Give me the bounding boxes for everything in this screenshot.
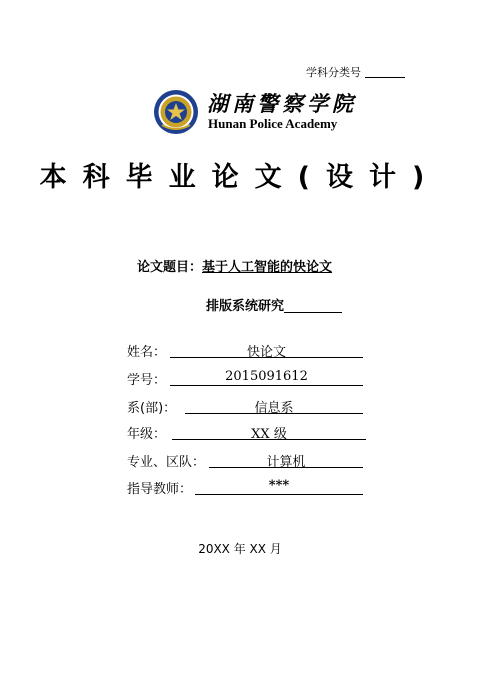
field-student-id-value: 2015091612 [170, 369, 363, 386]
topic-underline [284, 312, 342, 313]
topic-row-2 [206, 295, 342, 314]
field-department-label: 系(部)： [127, 401, 177, 416]
field-advisor [127, 478, 290, 497]
topic-line2: 排版系统研究 [206, 299, 285, 314]
topic-label: 论文题目： [137, 260, 203, 275]
classification-blank [365, 77, 405, 78]
field-department [127, 397, 294, 416]
thesis-title: 本科毕业论文(设计) [39, 162, 441, 193]
field-name-label: 姓名： [127, 345, 167, 360]
field-grade [127, 423, 287, 442]
classification-number [306, 64, 405, 80]
topic-line1: 基于人工智能的快论文 [202, 260, 333, 275]
submission-date: 20XX 年 XX 月 [198, 542, 282, 556]
field-student-id [127, 369, 308, 388]
field-major-value: 计算机 [209, 451, 363, 468]
classification-label: 学科分类号 [306, 66, 361, 79]
field-advisor-label: 指导教师： [127, 482, 193, 497]
field-grade-label: 年级： [127, 427, 167, 442]
topic-row [137, 256, 332, 275]
field-student-id-label: 学号： [127, 373, 167, 388]
field-major-label: 专业、区队： [127, 455, 206, 470]
academy-name-english: Hunan Police Academy [208, 116, 338, 131]
field-grade-value: XX 级 [172, 423, 366, 440]
field-name-value: 快论文 [170, 341, 363, 358]
academy-name-calligraphy: 湖南警察学院 [207, 91, 357, 116]
field-name [127, 341, 286, 360]
field-advisor-value: *** [195, 478, 363, 495]
academy-emblem-icon [153, 89, 199, 135]
field-major [127, 451, 306, 470]
field-department-value: 信息系 [185, 397, 363, 414]
